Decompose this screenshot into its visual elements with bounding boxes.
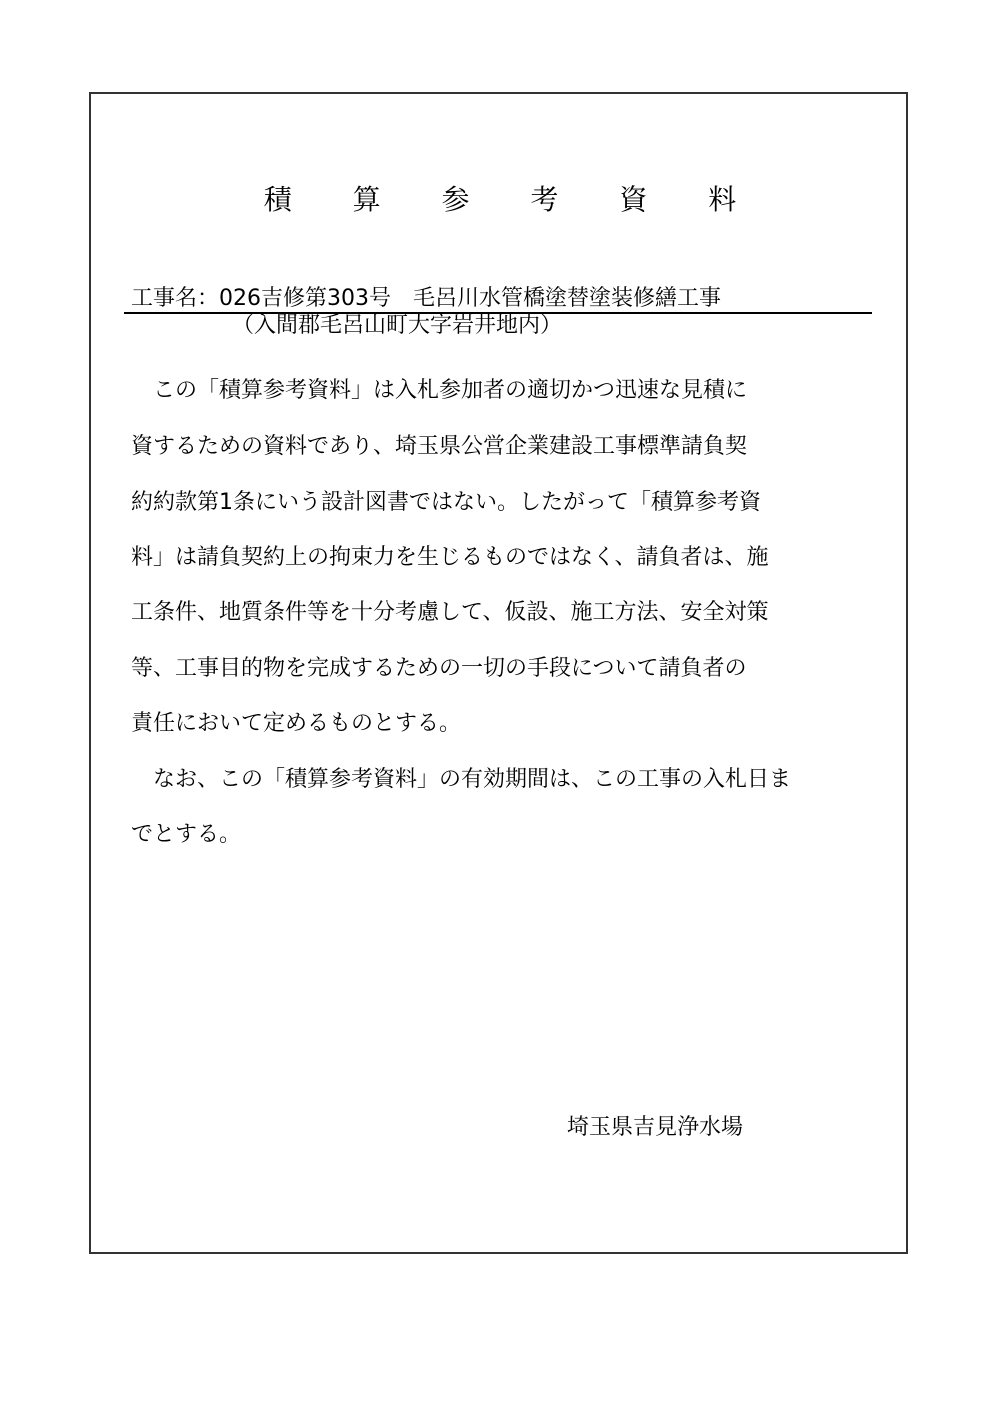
project-label: 工事名： bbox=[131, 286, 220, 311]
body-line: 責任において定めるものとする。 bbox=[131, 711, 462, 736]
body-line: 資するための資料であり、埼玉県公営企業建設工事標準請負契 bbox=[131, 434, 748, 459]
body-line: 約約款第1条にいう設計図書ではない。したがって「積算参考資 bbox=[131, 490, 761, 515]
project-name: 026吉修第303号 毛呂川水管橋塗替塗装修繕工事 bbox=[219, 286, 721, 311]
body-line: でとする。 bbox=[131, 822, 242, 847]
body-line: この「積算参考資料」は入札参加者の適切かつ迅速な見積に bbox=[131, 378, 748, 403]
issuer-name: 埼玉県吉見浄水場 bbox=[567, 1115, 744, 1140]
body-line: 等、工事目的物を完成するための一切の手段について請負者の bbox=[131, 656, 747, 681]
body-line: 工条件、地質条件等を十分考慮して、仮設、施工方法、安全対策 bbox=[131, 600, 769, 625]
project-location: （入間郡毛呂山町大字岩井地内） bbox=[232, 313, 563, 338]
project-name-line bbox=[131, 284, 721, 314]
body-line: 料」は請負契約上の拘束力を生じるものではなく、請負者は、施 bbox=[131, 545, 769, 570]
body-line: なお、この「積算参考資料」の有効期間は、この工事の入札日ま bbox=[131, 767, 792, 792]
document-title: 積 算 参 考 資 料 bbox=[263, 183, 763, 216]
